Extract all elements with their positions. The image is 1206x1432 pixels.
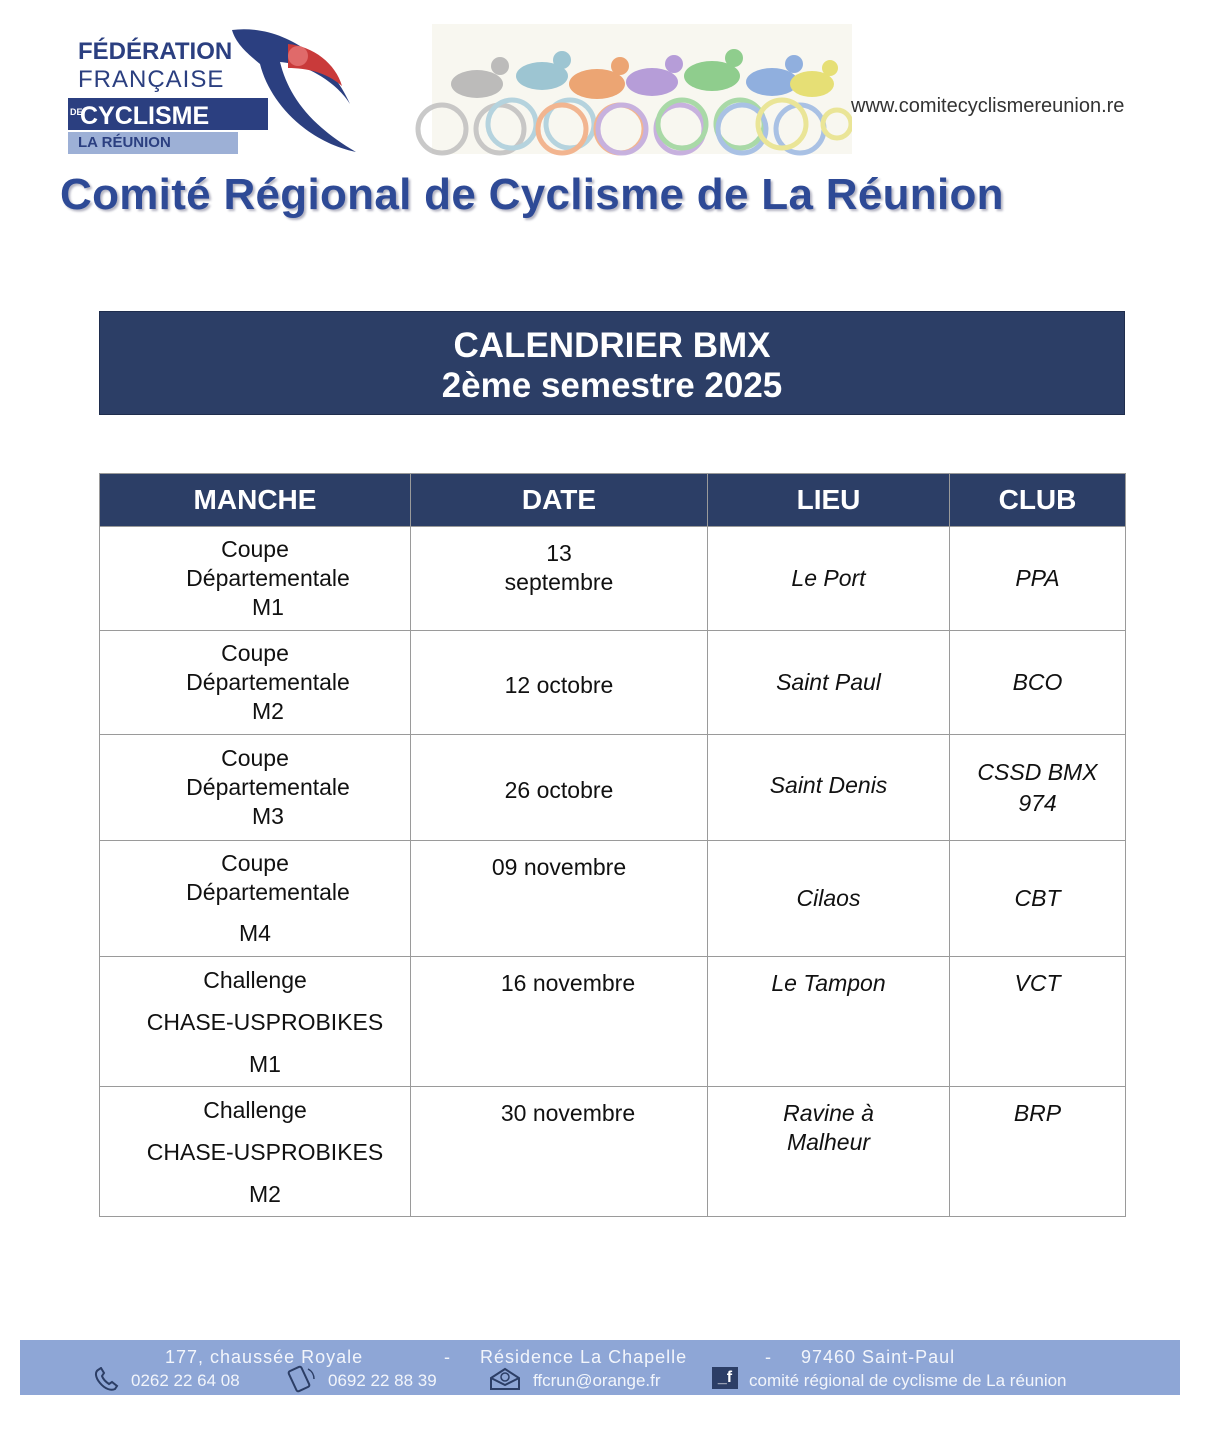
table-row xyxy=(100,527,1126,631)
logo-swoosh-icon xyxy=(218,24,358,156)
logo-line-francaise: FRANÇAISE xyxy=(78,66,225,93)
header-date: DATE xyxy=(411,474,708,527)
phone-icon xyxy=(92,1367,122,1393)
cell-manche: Coupe Départementale M2 xyxy=(100,631,411,735)
cell-date: 09 novembre xyxy=(411,841,708,957)
cell-club: CSSD BMX 974 xyxy=(950,735,1126,841)
cell-lieu: Ravine à Malheur xyxy=(708,1087,950,1217)
cell-club: PPA xyxy=(950,527,1126,631)
facebook-page[interactable]: comité régional de cyclisme de La réunion xyxy=(749,1371,1067,1390)
mobile-phone-icon xyxy=(284,1365,318,1393)
address-city: 97460 Saint-Paul xyxy=(801,1347,956,1367)
header-manche: MANCHE xyxy=(100,474,411,527)
table-row xyxy=(100,841,1126,957)
address-residence: Résidence La Chapelle xyxy=(480,1347,688,1367)
cell-date: 26 octobre xyxy=(411,735,708,841)
cell-lieu: Saint Denis xyxy=(708,735,950,841)
address-sep: - xyxy=(765,1347,772,1367)
table-row xyxy=(100,735,1126,841)
table-row xyxy=(100,631,1126,735)
cell-manche: Coupe Départementale M3 xyxy=(100,735,411,841)
cell-club: BCO xyxy=(950,631,1126,735)
header-lieu: LIEU xyxy=(708,474,950,527)
table-header-row xyxy=(100,474,1126,527)
cell-club: CBT xyxy=(950,841,1126,957)
header-club: CLUB xyxy=(950,474,1126,527)
email-icon xyxy=(488,1366,522,1392)
cell-club: VCT xyxy=(950,957,1126,1087)
phone-number[interactable]: 0262 22 64 08 xyxy=(131,1371,240,1390)
cell-club: BRP xyxy=(950,1087,1126,1217)
comite-title: Comité Régional de Cyclisme de La Réunion xyxy=(60,170,1004,219)
ffc-logo xyxy=(68,24,358,156)
cell-manche: Challenge CHASE-USPROBIKES M1 xyxy=(100,957,411,1087)
cell-date: 30 novembre xyxy=(411,1087,708,1217)
cell-lieu: Le Tampon xyxy=(708,957,950,1087)
calendar-title-box xyxy=(99,311,1125,415)
cyclists-illustration xyxy=(412,14,852,164)
logo-line-cyclisme: CYCLISME xyxy=(80,102,210,130)
logo-line-federation: FÉDÉRATION xyxy=(78,38,233,65)
cell-lieu: Cilaos xyxy=(708,841,950,957)
facebook-icon: _f xyxy=(712,1367,738,1389)
website-link[interactable]: www.comitecyclismereunion.re xyxy=(851,95,1125,117)
email-address[interactable]: ffcrun@orange.fr xyxy=(533,1371,661,1390)
cell-lieu: Le Port xyxy=(708,527,950,631)
cell-date: 16 novembre xyxy=(411,957,708,1087)
calendar-title: CALENDRIER BMX xyxy=(453,326,771,365)
table-row xyxy=(100,957,1126,1087)
cell-lieu: Saint Paul xyxy=(708,631,950,735)
calendar-table xyxy=(99,473,1126,1217)
cell-manche: Coupe Départementale M4 xyxy=(100,841,411,957)
cell-date: 12 octobre xyxy=(411,631,708,735)
logo-de: DE xyxy=(70,107,83,117)
cell-manche: Coupe Départementale M1 xyxy=(100,527,411,631)
logo-line-reunion: LA RÉUNION xyxy=(78,134,171,151)
calendar-subtitle: 2ème semestre 2025 xyxy=(441,366,783,405)
address-sep: - xyxy=(444,1347,451,1367)
mobile-number[interactable]: 0692 22 88 39 xyxy=(328,1371,437,1390)
footer-contact-bar xyxy=(20,1340,1180,1395)
address-street: 177, chaussée Royale xyxy=(165,1347,364,1367)
cell-date: 13 septembre xyxy=(411,527,708,631)
table-row xyxy=(100,1087,1126,1217)
cell-manche: Challenge CHASE-USPROBIKES M2 xyxy=(100,1087,411,1217)
